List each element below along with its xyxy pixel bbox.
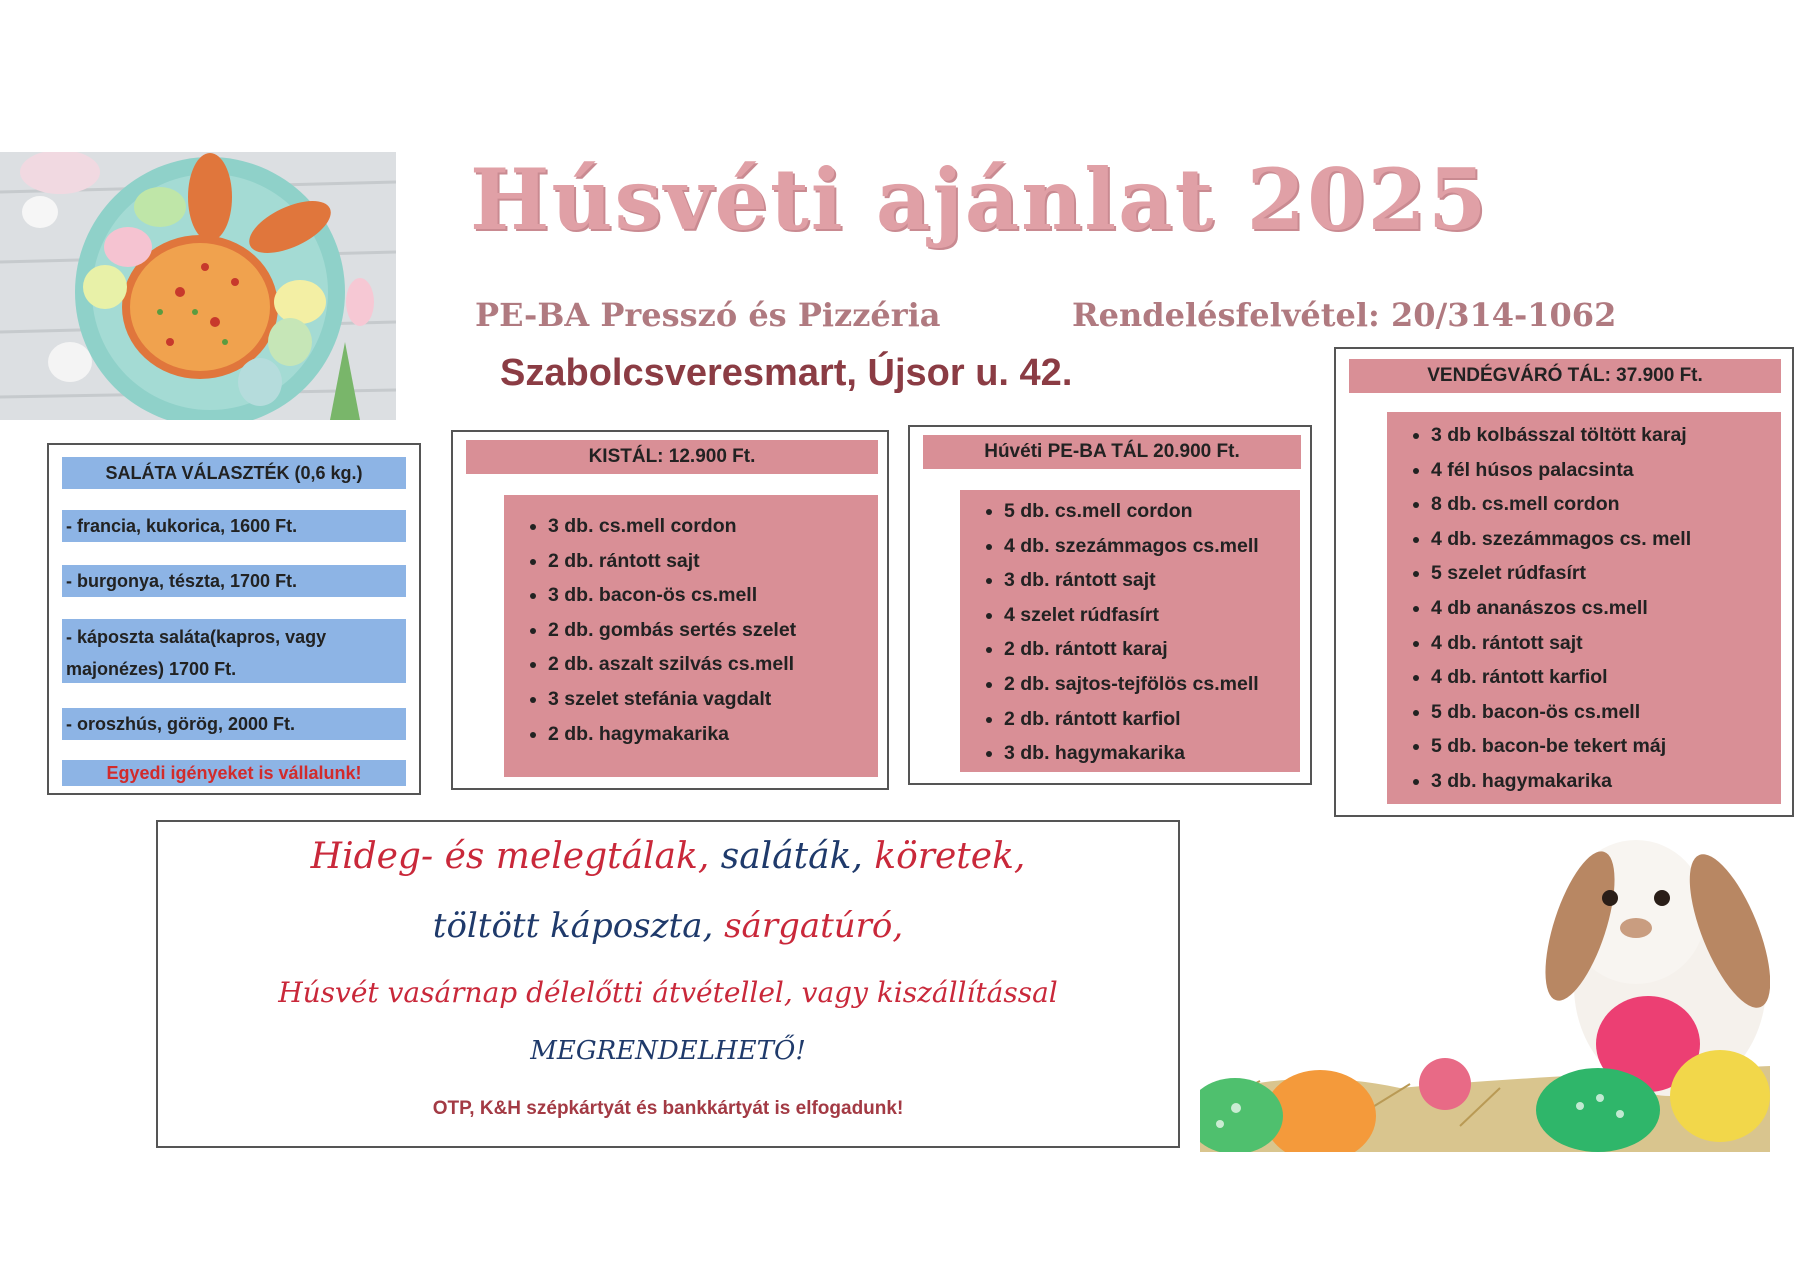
salad-item: - burgonya, tészta, 1700 Ft.	[62, 565, 406, 597]
bottom-line-3: Húsvét vasárnap délelőtti átvétellel, vagy kiszállítással	[278, 976, 1058, 1009]
list-item: • 8 db. cs.mell cordon	[1431, 487, 1781, 522]
side-dishes: köretek,	[874, 836, 1026, 877]
list-item: • 2 db. hagymakarika	[548, 717, 878, 752]
bottom-line-1	[158, 836, 1178, 877]
salad-title: SALÁTA VÁLASZTÉK (0,6 kg.)	[62, 457, 406, 489]
list-item: • 4 db. szezámmagos cs. mell	[1431, 522, 1781, 557]
list-item: • 3 szelet stefánia vagdalt	[548, 682, 878, 717]
vendegvaro-list	[1387, 412, 1781, 804]
address: Szabolcsveresmart, Újsor u. 42.	[500, 352, 1073, 394]
list-item: • 4 db. szezámmagos cs.mell	[1004, 529, 1300, 564]
pizza-bunny-photo	[0, 152, 396, 420]
list-item: • 3 db. rántott sajt	[1004, 563, 1300, 598]
shop-name: PE-BA Presszó és Pizzéria	[475, 296, 941, 334]
list-item: • 4 db. rántott karfiol	[1431, 660, 1781, 695]
kistal-box	[451, 430, 889, 790]
salad-note: Egyedi igényeket is vállalunk!	[62, 760, 406, 786]
list-item: • 2 db. rántott sajt	[548, 544, 878, 579]
bottom-line-5: OTP, K&H szépkártyát és bankkártyát is elfogadunk!	[432, 1098, 904, 1119]
kistal-title: KISTÁL: 12.900 Ft.	[466, 440, 878, 474]
salad-box	[47, 443, 421, 795]
list-item: • 3 db kolbásszal töltött karaj	[1431, 418, 1781, 453]
cold-warm-dishes: Hideg- és melegtálak,	[310, 836, 710, 877]
list-item: • 2 db. sajtos-tejfölös cs.mell	[1004, 667, 1300, 702]
salad-item: - francia, kukorica, 1600 Ft.	[62, 510, 406, 542]
bottom-line-4: MEGRENDELHETŐ!	[530, 1036, 806, 1066]
sargaturo: sárgatúró,	[724, 906, 904, 946]
salad-item: - oroszhús, görög, 2000 Ft.	[62, 708, 406, 740]
vendegvaro-title: VENDÉGVÁRÓ TÁL: 37.900 Ft.	[1349, 359, 1781, 393]
pebatal-title: Húvéti PE-BA TÁL 20.900 Ft.	[923, 435, 1301, 469]
list-item: • 2 db. rántott karfiol	[1004, 702, 1300, 737]
list-item: • 3 db. hagymakarika	[1431, 764, 1781, 799]
list-item: • 3 db. bacon-ös cs.mell	[548, 578, 878, 613]
vendegvaro-box	[1334, 347, 1794, 817]
list-item: • 5 szelet rúdfasírt	[1431, 556, 1781, 591]
bunny-eggs-image	[1200, 826, 1770, 1152]
list-item: • 5 db. bacon-be tekert máj	[1431, 729, 1781, 764]
pebatal-box	[908, 425, 1312, 785]
bottom-line-2	[158, 906, 1178, 946]
kistal-list	[504, 495, 878, 777]
list-item: • 4 fél húsos palacsinta	[1431, 453, 1781, 488]
list-item: • 2 db. gombás sertés szelet	[548, 613, 878, 648]
salads: saláták,	[720, 836, 863, 877]
list-item: • 5 db. bacon-ös cs.mell	[1431, 695, 1781, 730]
stuffed-cabbage: töltött káposzta,	[432, 906, 714, 946]
salad-item: - káposzta saláta(kapros, vagy majonézes) 1700 Ft.	[62, 619, 406, 683]
list-item: • 4 szelet rúdfasírt	[1004, 598, 1300, 633]
list-item: • 4 db. rántott sajt	[1431, 626, 1781, 661]
list-item: • 3 db. hagymakarika	[1004, 736, 1300, 771]
pebatal-list	[960, 490, 1300, 772]
list-item: • 2 db. rántott karaj	[1004, 632, 1300, 667]
list-item: • 3 db. cs.mell cordon	[548, 509, 878, 544]
list-item: • 2 db. aszalt szilvás cs.mell	[548, 647, 878, 682]
list-item: • 5 db. cs.mell cordon	[1004, 494, 1300, 529]
page-title: Húsvéti ajánlat 2025	[470, 150, 1489, 249]
order-phone: Rendelésfelvétel: 20/314-1062	[1072, 296, 1617, 334]
list-item: • 4 db ananászos cs.mell	[1431, 591, 1781, 626]
bottom-info-box	[156, 820, 1180, 1148]
